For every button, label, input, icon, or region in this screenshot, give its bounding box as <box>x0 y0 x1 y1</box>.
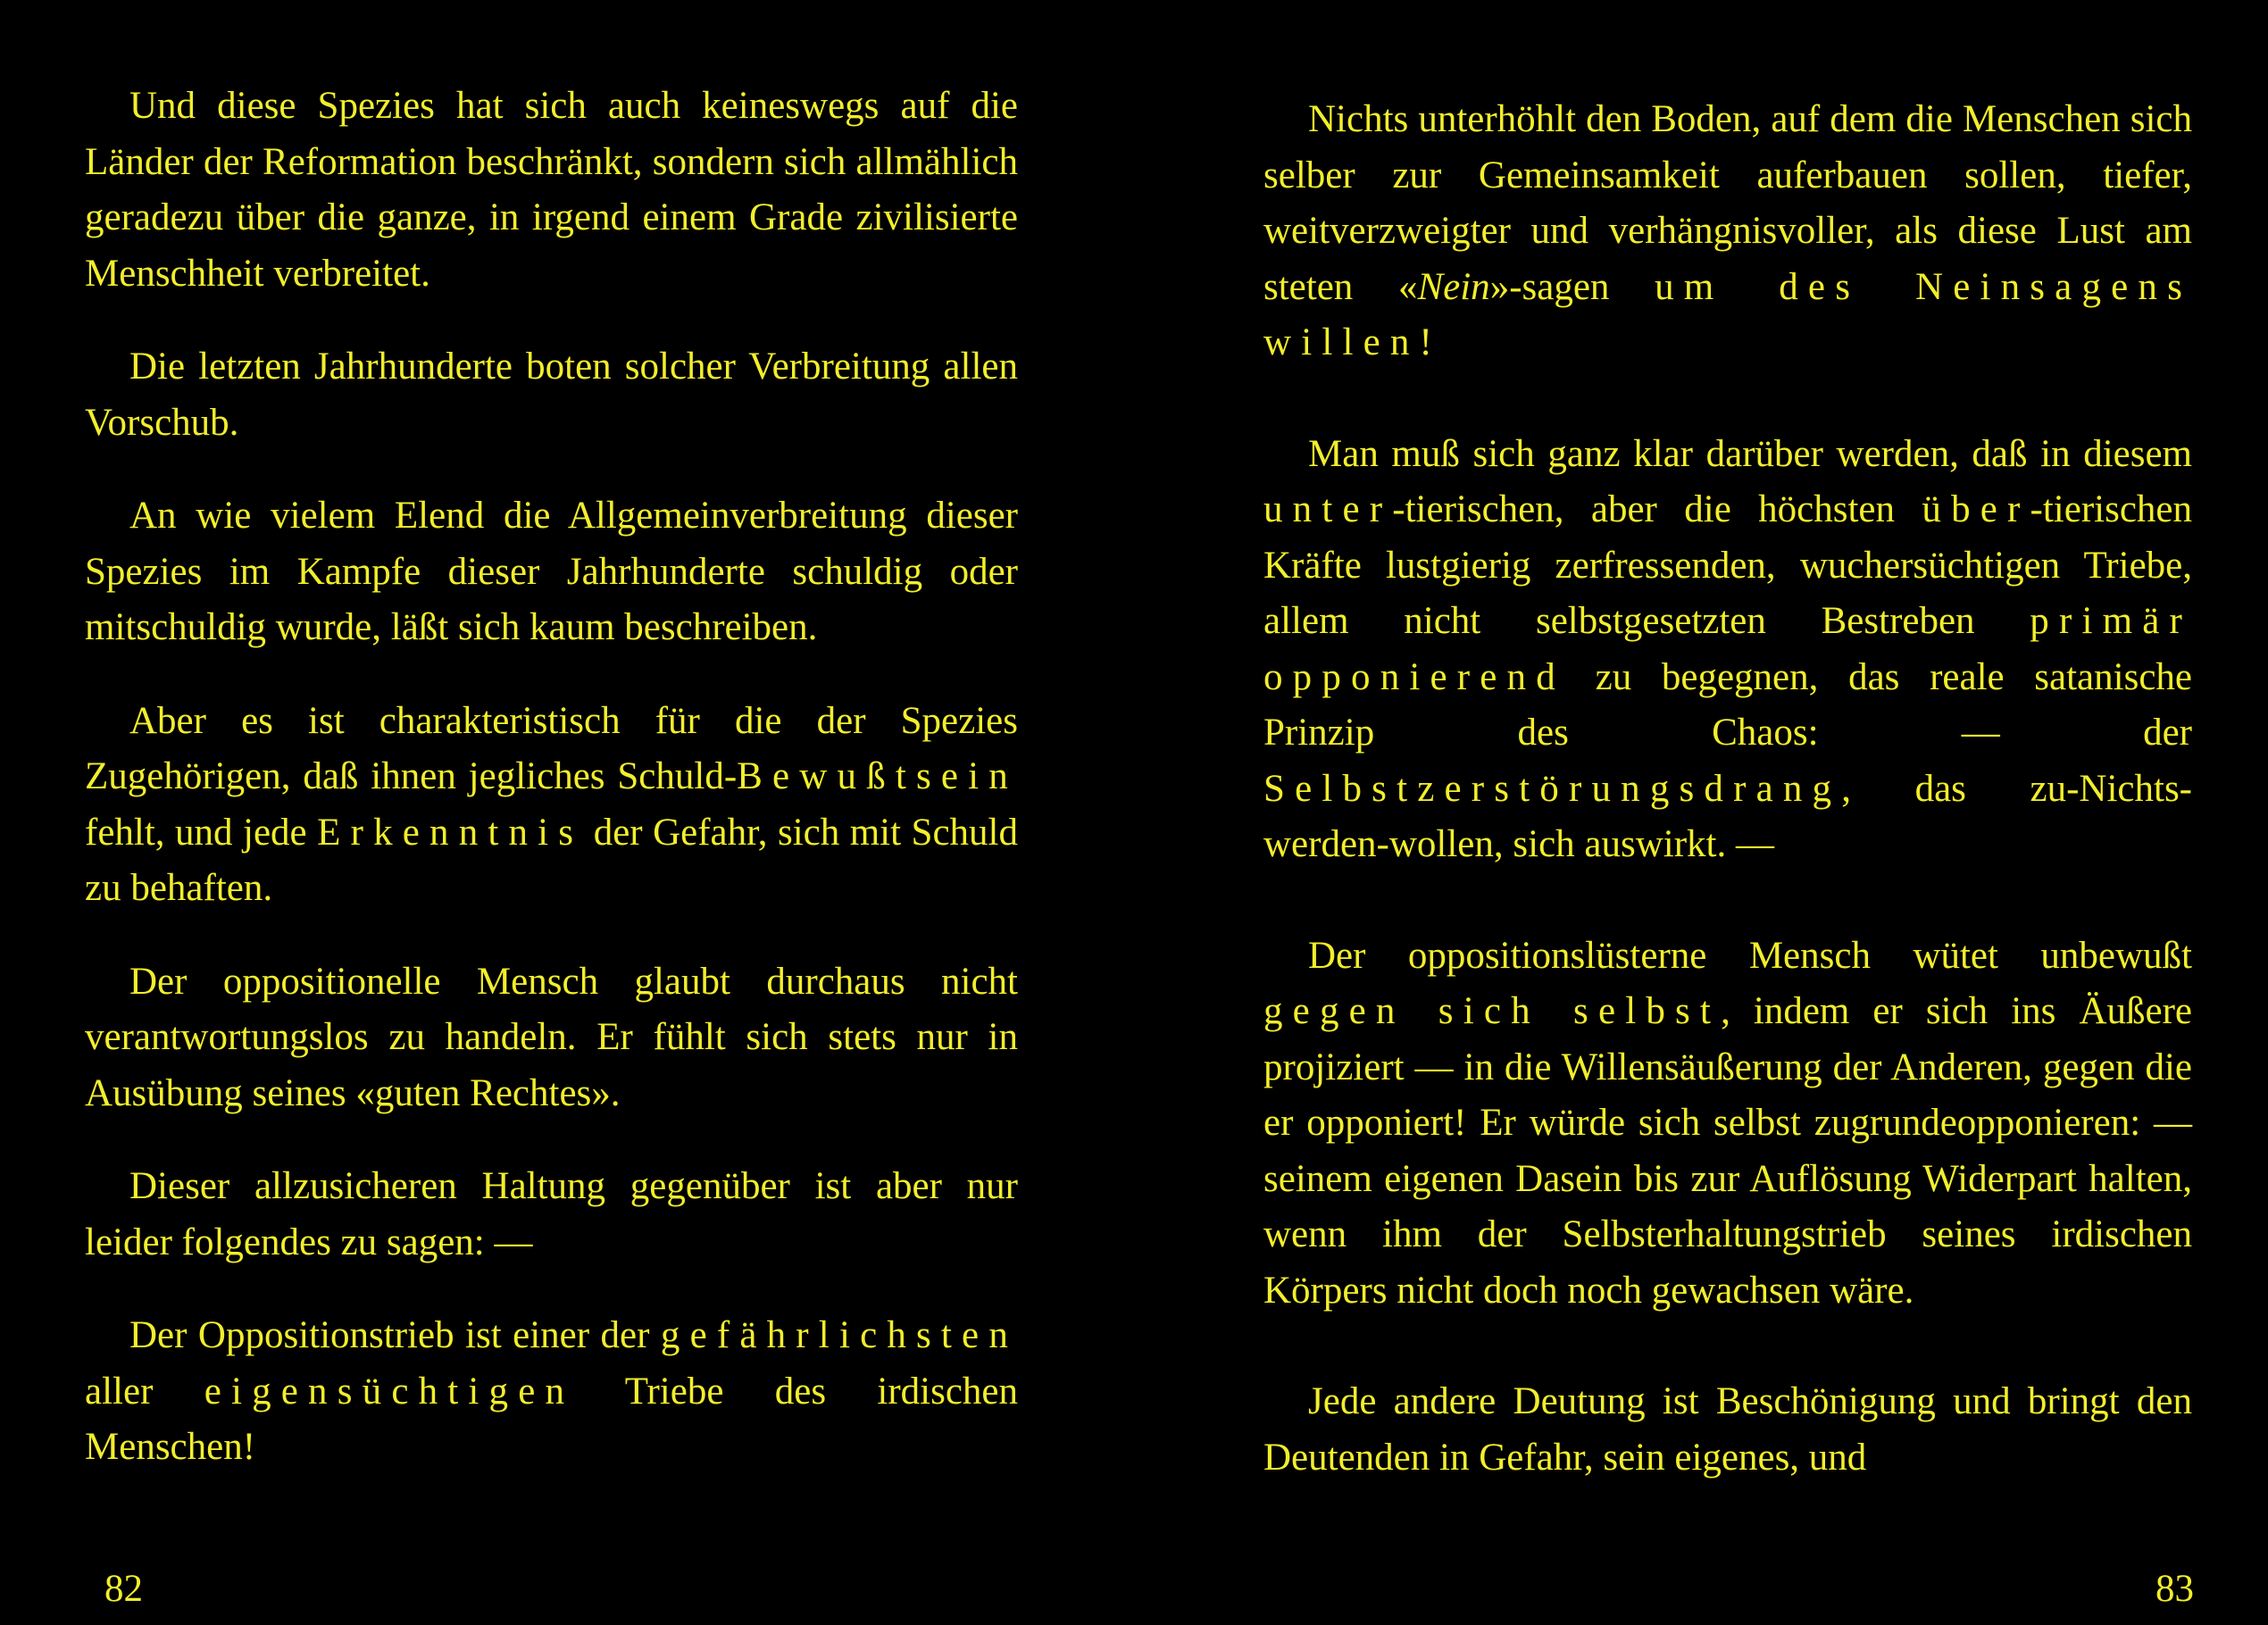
spaced-emphasis: Erkenntnis <box>317 811 584 854</box>
text-run: , indem er sich ins Äußere projiziert — in die Willensäußerung der Anderen, gegen die er opponiert! Er würde sich selbst zugrundeopponieren: — seinem eigenen Dasein bis zur Auflösung Widerpart halten, wenn ihm der Selbsterhaltungstrieb seines irdischen Körpers nicht doch noch gewachsen wäre. <box>1263 990 2193 1312</box>
text-run: Der oppositionslüsterne Mensch wütet unbewußt <box>1308 934 2192 977</box>
paragraph: Die letzten Jahrhunderte boten solcher Verbreitung allen Vorschub. <box>85 346 1018 444</box>
spaced-emphasis: Selbstzerstörungsdrang <box>1263 767 1842 810</box>
paragraph: Der oppositionelle Mensch glaubt durchaus nicht verantwortungslos zu handeln. Er fühlt sich stets nur in Ausübung seines «guten Rechtes». <box>85 960 1018 1114</box>
text-run: -tierischen Kräfte lustgierig zerfressenden, wuchersüchtigen Triebe, allem nicht selbstgesetzten Bestreben <box>1263 488 2192 642</box>
text-run: aller <box>85 1370 204 1412</box>
paragraph <box>85 1308 1018 1476</box>
paragraph <box>1263 427 2192 873</box>
spaced-emphasis: unter <box>1263 488 1393 530</box>
spaced-emphasis: gegen sich selbst <box>1263 990 1722 1032</box>
text-run: fehlt, und jede <box>85 811 318 854</box>
left-page-text <box>85 79 1018 1513</box>
text-run: zu begegnen, das reale satanische Prinzip des Chaos: — der <box>1263 655 2192 754</box>
paragraph <box>1263 92 2192 371</box>
spaced-emphasis: über <box>1922 488 2030 530</box>
spaced-emphasis: Bewußtsein <box>737 755 1018 797</box>
spaced-emphasis: um des Neinsagens willen! <box>1263 265 2192 363</box>
text-run: Aber es ist charakteristisch für die der Spezies Zugehörigen, daß ihnen jegliches Schuld- <box>85 699 1018 797</box>
text-run: der Gefahr, sich mit Schuld zu behaften. <box>85 811 1018 909</box>
page-number: 83 <box>2155 1568 2194 1610</box>
spaced-emphasis: eigensüchtigen <box>204 1370 575 1412</box>
paragraph: An wie vielem Elend die Allgemeinverbreitung dieser Spezies im Kampfe dieser Jahrhunderte schuldig oder mitschuldig wurde, läßt sich kaum beschreiben. <box>85 495 1018 648</box>
paragraph: Und diese Spezies hat sich auch keineswegs auf die Länder der Reformation beschränkt, sondern sich allmählich geradezu über die ganze, in irgend einem Grade zivilisierte Menschheit verbreitet. <box>85 85 1018 295</box>
text-run: , das zu-Nichts-werden-wollen, sich auswirkt. — <box>1263 767 2192 865</box>
italic-emphasis: Nein <box>1417 265 1490 308</box>
right-page-text <box>1263 92 2192 1541</box>
text-run: Man muß sich ganz klar darüber werden, daß in diesem <box>1308 432 2192 475</box>
paragraph <box>1263 929 2192 1320</box>
spaced-emphasis: primär opponierend <box>1263 600 2192 698</box>
text-run: Der Oppositionstrieb ist einer der <box>129 1314 661 1356</box>
text-run: -tierischen, aber die höchsten <box>1392 488 1922 530</box>
text-run: Nichts unterhöhlt den Boden, auf dem die Menschen sich selber zur Gemeinsamkeit auferbauen sollen, tiefer, weitverzweigter und verhängnisvoller, als diese Lust am steten « <box>1263 98 2192 308</box>
text-run: »-sagen <box>1489 265 1655 308</box>
spaced-emphasis: gefährlichsten <box>660 1314 1018 1356</box>
paragraph: Jede andere Deutung ist Beschönigung und bringt den Deutenden in Gefahr, sein eigenes, und <box>1263 1380 2192 1479</box>
paragraph <box>85 694 1018 917</box>
text-run: Triebe des irdischen Menschen! <box>85 1370 1018 1468</box>
right-page <box>1134 0 2268 1625</box>
page-number: 82 <box>104 1568 143 1610</box>
paragraph: Dieser allzusicheren Haltung gegenüber ist aber nur leider folgendes zu sagen: — <box>85 1165 1018 1263</box>
